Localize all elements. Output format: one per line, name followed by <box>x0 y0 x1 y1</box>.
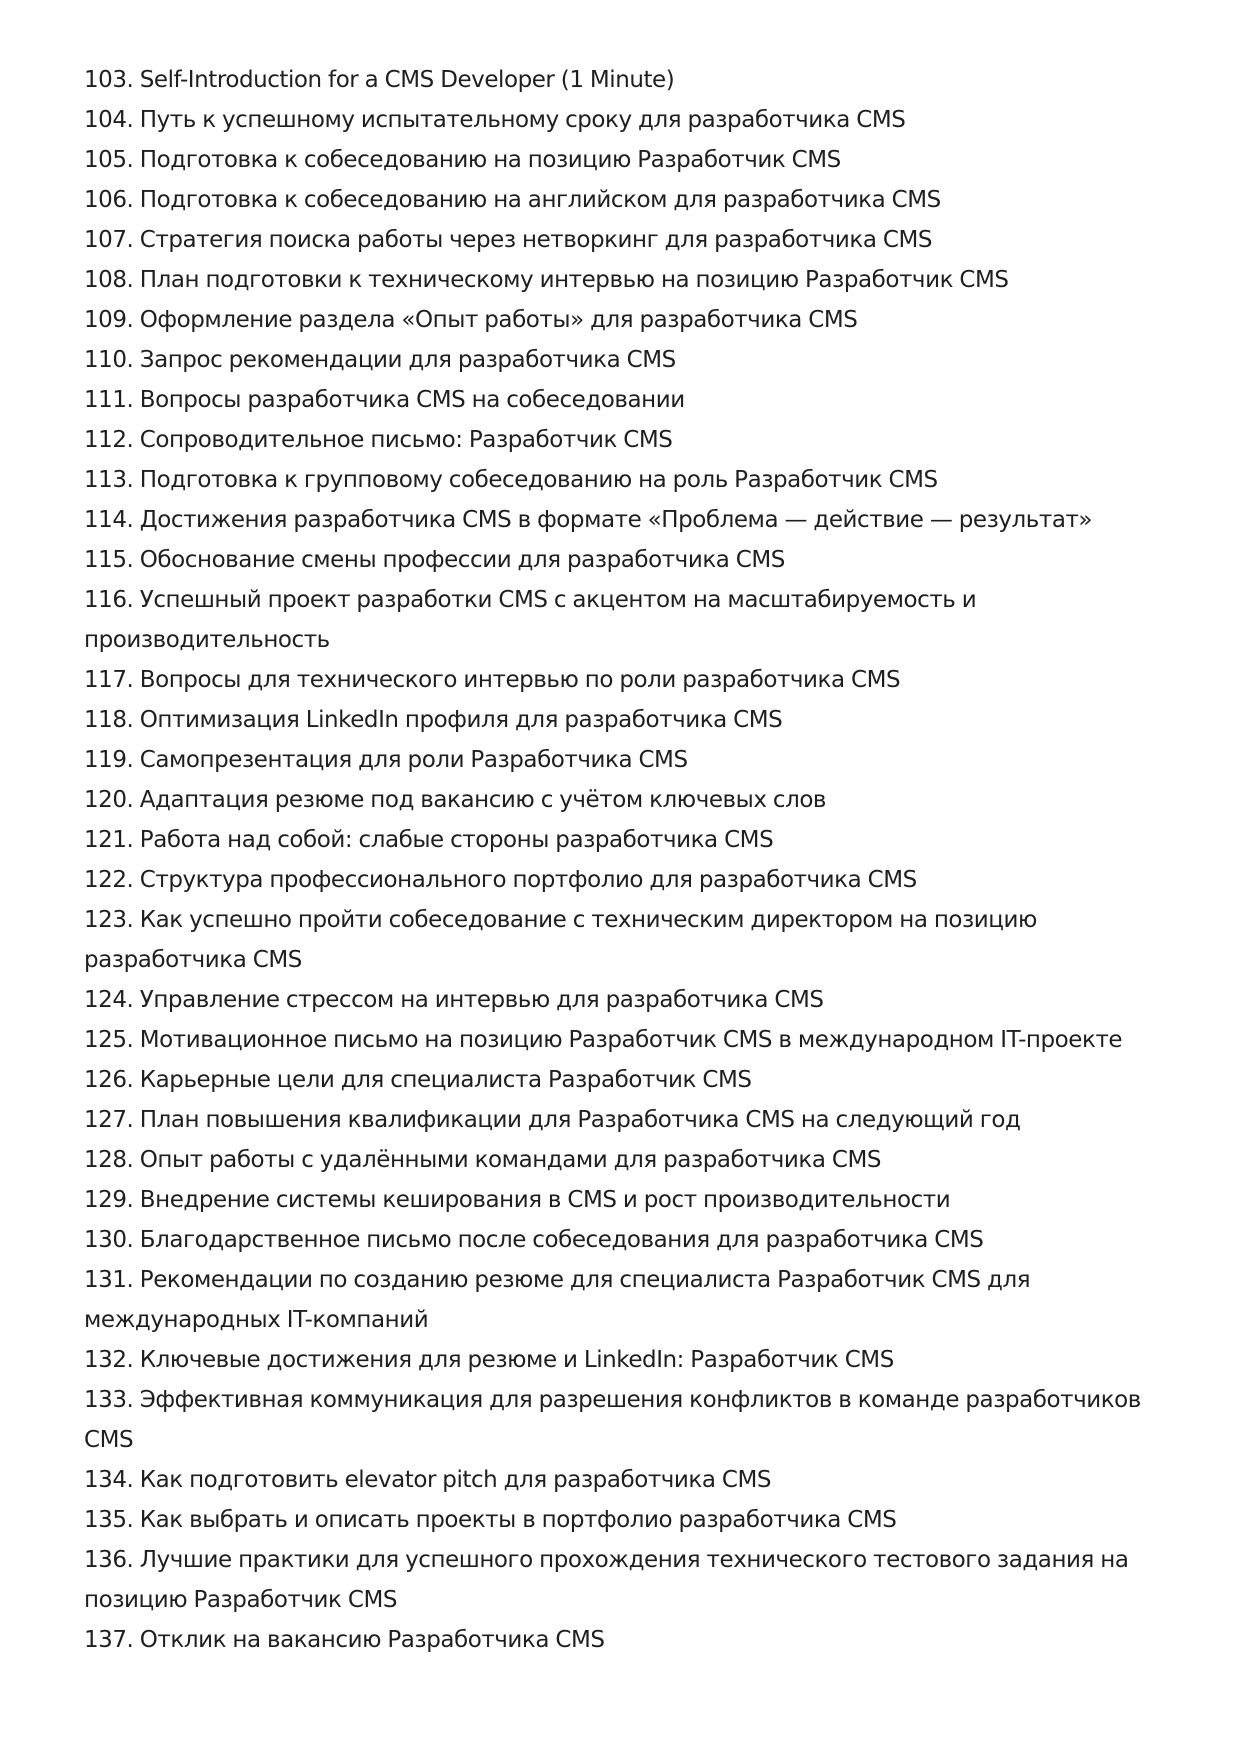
list-item: 130. Благодарственное письмо после собеседования для разработчика CMS <box>84 1227 984 1253</box>
list-item: 122. Структура профессионального портфолио для разработчика CMS <box>84 867 917 893</box>
list-item: 112. Сопроводительное письмо: Разработчик CMS <box>84 427 673 453</box>
list-item: 109. Оформление раздела «Опыт работы» для разработчика CMS <box>84 307 858 333</box>
list-item: 111. Вопросы разработчика CMS на собеседовании <box>84 387 685 413</box>
list-item: 127. План повышения квалификации для Разработчика CMS на следующий год <box>84 1107 1021 1133</box>
list-item: 129. Внедрение системы кеширования в CMS и рост производительности <box>84 1187 951 1213</box>
list-item: 133. Эффективная коммуникация для разрешения конфликтов в команде разработчиков CMS <box>84 1387 1141 1453</box>
list-item: 135. Как выбрать и описать проекты в портфолио разработчика CMS <box>84 1507 897 1533</box>
list-item: 118. Оптимизация LinkedIn профиля для разработчика CMS <box>84 707 783 733</box>
list-item: 106. Подготовка к собеседованию на английском для разработчика CMS <box>84 187 941 213</box>
list-item: 105. Подготовка к собеседованию на позицию Разработчик CMS <box>84 147 841 173</box>
list-item: 104. Путь к успешному испытательному сроку для разработчика CMS <box>84 107 906 133</box>
list-item: 128. Опыт работы с удалёнными командами для разработчика CMS <box>84 1147 882 1173</box>
list-item: 103. Self-Introduction for a CMS Developer (1 Minute) <box>84 67 675 93</box>
list-item: 110. Запрос рекомендации для разработчика CMS <box>84 347 676 373</box>
list-item: 136. Лучшие практики для успешного прохождения технического тестового задания на позицию Разработчик CMS <box>84 1547 1129 1613</box>
list-item: 132. Ключевые достижения для резюме и LinkedIn: Разработчик CMS <box>84 1347 894 1373</box>
list-item: 123. Как успешно пройти собеседование с техническим директором на позицию разработчика CMS <box>84 907 1037 973</box>
list-item: 131. Рекомендации по созданию резюме для специалиста Разработчик CMS для международных IT-компаний <box>84 1267 1031 1333</box>
article-list <box>84 60 1159 1660</box>
list-item: 125. Мотивационное письмо на позицию Разработчик CMS в международном IT-проекте <box>84 1027 1123 1053</box>
list-item: 137. Отклик на вакансию Разработчика CMS <box>84 1627 605 1653</box>
list-item: 117. Вопросы для технического интервью по роли разработчика CMS <box>84 667 901 693</box>
list-item: 107. Стратегия поиска работы через нетворкинг для разработчика CMS <box>84 227 932 253</box>
list-item: 126. Карьерные цели для специалиста Разработчик CMS <box>84 1067 752 1093</box>
list-item: 124. Управление стрессом на интервью для разработчика CMS <box>84 987 824 1013</box>
list-item: 108. План подготовки к техническому интервью на позицию Разработчик CMS <box>84 267 1009 293</box>
list-item: 114. Достижения разработчика CMS в формате «Проблема — действие — результат» <box>84 507 1093 533</box>
list-item: 120. Адаптация резюме под вакансию с учётом ключевых слов <box>84 787 827 813</box>
list-item: 119. Самопрезентация для роли Разработчика CMS <box>84 747 688 773</box>
list-item: 134. Как подготовить elevator pitch для разработчика CMS <box>84 1467 772 1493</box>
list-item: 115. Обоснование смены профессии для разработчика CMS <box>84 547 785 573</box>
list-item: 113. Подготовка к групповому собеседованию на роль Разработчик CMS <box>84 467 938 493</box>
list-item: 116. Успешный проект разработки CMS с акцентом на масштабируемость и производительность <box>84 587 977 653</box>
list-item: 121. Работа над собой: слабые стороны разработчика CMS <box>84 827 774 853</box>
